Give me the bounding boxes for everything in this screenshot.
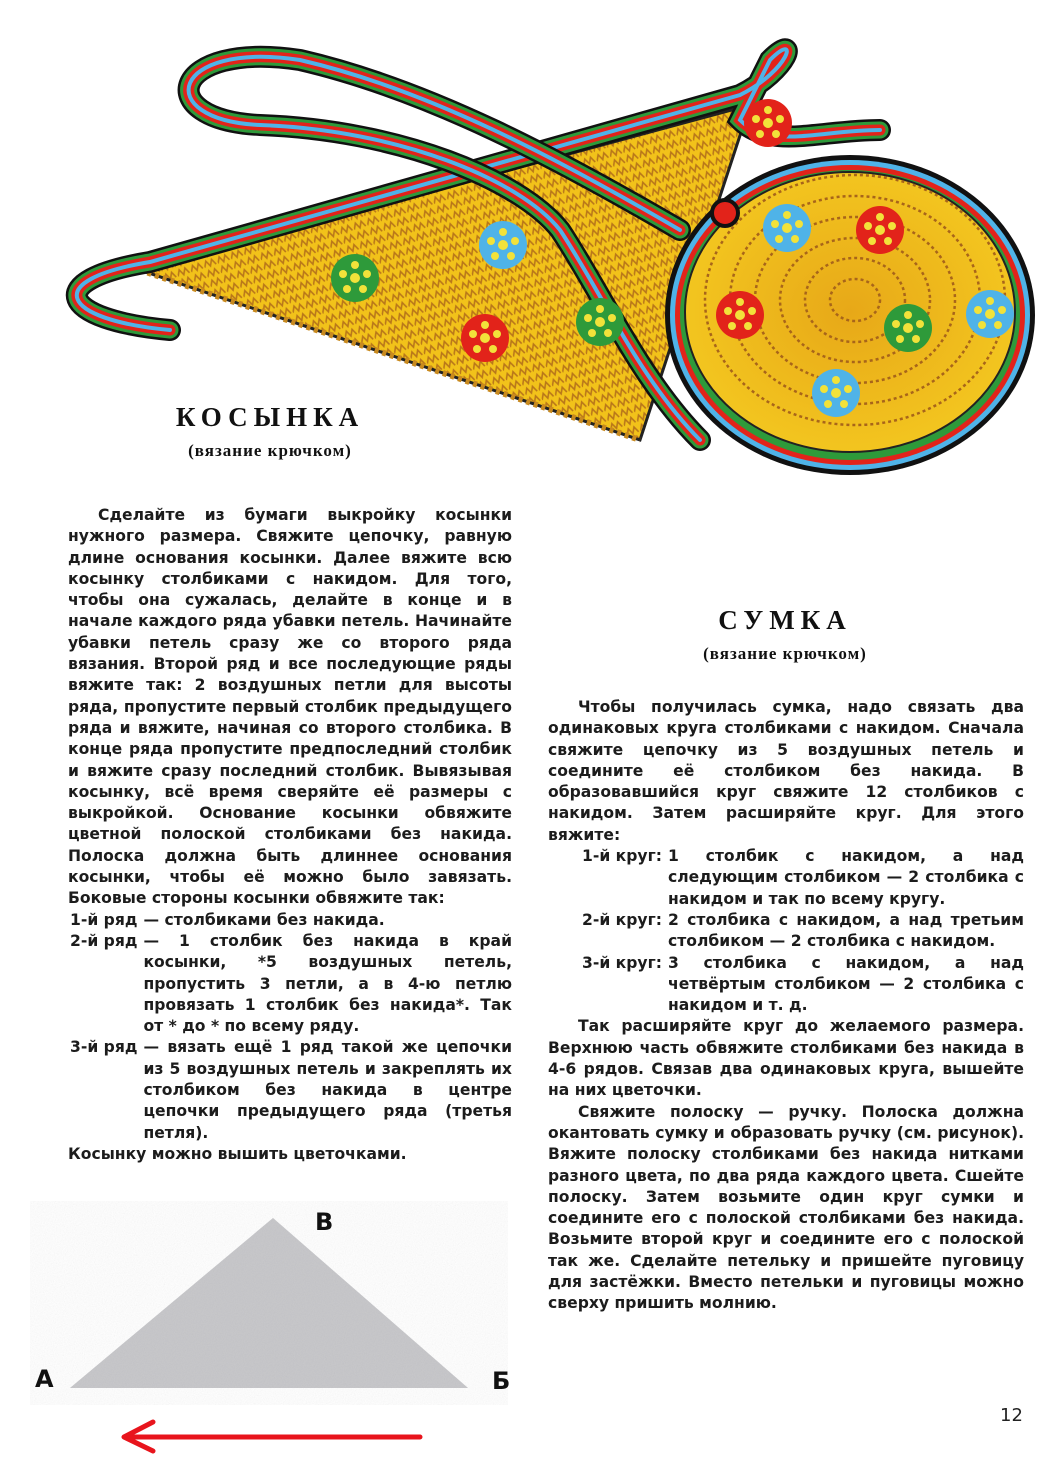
round-text: 1 столбик с накидом, а над следующим столбиком — 2 столбика с накидом и так по всему кругу. xyxy=(667,847,1024,908)
sumka-title: СУМКА xyxy=(718,605,852,635)
round-label: 3-й круг: xyxy=(582,953,662,972)
kosynka-row-item xyxy=(70,1037,512,1143)
row-text: — столбиками без накида. xyxy=(143,910,385,929)
kosynka-closing: Косынку можно вышить цветочками. xyxy=(68,1144,407,1163)
sumka-round-item xyxy=(582,910,1024,953)
row-label: 1-й ряд xyxy=(70,910,138,929)
kosynka-edge-rows xyxy=(68,910,512,1144)
kosynka-row-item xyxy=(70,910,512,931)
round-text: 2 столбика с накидом, а над третьим столбиком — 2 столбика с накидом. xyxy=(667,910,1024,951)
sumka-rounds xyxy=(548,846,1024,1016)
kerchief-pattern-diagram xyxy=(20,1200,530,1462)
row-text: — вязать ещё 1 ряд такой же цепочки из 5 воздушных петель и закреплять их столбиком без накида в центре цепочки предыдущего ряда (третья петля). xyxy=(143,1038,512,1142)
round-text: 3 столбика с накидом, а над четвёртым столбиком — 2 столбика с накидом и т. д. xyxy=(667,953,1024,1015)
sumka-subtitle: (вязание крючком) xyxy=(703,644,867,663)
arrow-left-icon xyxy=(124,1422,420,1451)
triangle-pattern-shape xyxy=(20,1200,530,1462)
row-text: — 1 столбик без накида в край косынки, *5 воздушных петель, пропустить 3 петли, а в 4-ю петлю провязать 1 столбик без накида*. Так от * до * по всему ряду. xyxy=(143,931,512,1036)
kosynka-paragraph: Сделайте из бумаги выкройку косынки нужного размера. Свяжите цепочку, равную длине основания косынки. Далее вяжите всю косынку столбиками с накидом. Для того, чтобы она сужалась, делайте в конце и в начале каждого ряда убавки петель. Начинайте убавки петель сразу же со второго ряда вязания. Второй ряд и все последующие ряды вяжите так: 2 воздушных петли для высоты ряда, пропустите первый столбик предыдущего ряда и вяжите, начиная со второго столбика. В конце ряда пропустите предпоследний столбик и вяжите сразу последний столбик. Вывязывая косынку, всё время сверяйте её размеры с выкройкой. Основание косынки обвяжите цветной полоской столбиками без накида. Полоска должна быть длиннее основания косынки, чтобы её можно было завязать. Боковые стороны косынки обвяжите так: xyxy=(68,506,512,908)
page-number: 12 xyxy=(1000,1405,1023,1426)
kosynka-title: КОСЫНКА xyxy=(175,402,365,432)
kosynka-subtitle: (вязание крючком) xyxy=(188,441,352,460)
sumka-paragraph: Так расширяйте круг до желаемого размера. Верхнюю часть обвяжите столбиками без накида в 4-6 рядов. Связав два одинаковых круга, вышейте на них цветочки. xyxy=(548,1017,1024,1100)
sumka-paragraph: Чтобы получилась сумка, надо связать два одинаковых круга столбиками с накидом. Сначала свяжите цепочку из 5 воздушных петель и соедините её столбиком без накида. В образовавшийся круг свяжите 12 столбиков с накидом. Затем расширяйте круг. Для этого вяжите: xyxy=(548,698,1024,844)
row-label: 2-й ряд xyxy=(70,931,138,950)
vertex-label-v: В xyxy=(315,1208,334,1236)
sumka-instructions xyxy=(548,697,1024,1315)
vertex-label-b: Б xyxy=(492,1367,511,1395)
sumka-paragraph: Свяжите полоску — ручку. Полоска должна окантовать сумку и образовать ручку (см. рисунок). Вяжите полоску столбиками без накида нитками разного цвета, по два ряда каждого цвета. Сшейте полоску. Затем возьмите один круг сумки и соедините его с полоской столбиками без накида. Возьмите второй круг и соедините его с полоской так же. Сделайте петельку и пришейте пуговицу для застёжки. Вместо петельки и пуговицы можно сверху пришить молнию. xyxy=(548,1102,1024,1313)
kosynka-row-item xyxy=(70,931,512,1037)
kosynka-heading xyxy=(150,402,390,461)
row-label: 3-й ряд xyxy=(70,1038,138,1057)
button-icon xyxy=(712,200,738,226)
vertex-label-a: А xyxy=(35,1365,54,1393)
round-label: 1-й круг: xyxy=(582,847,662,866)
sumka-heading xyxy=(640,605,930,664)
sumka-round-item xyxy=(582,846,1024,910)
round-label: 2-й круг: xyxy=(582,910,662,929)
sumka-round-item xyxy=(582,953,1024,1017)
kosynka-instructions xyxy=(68,505,512,1165)
